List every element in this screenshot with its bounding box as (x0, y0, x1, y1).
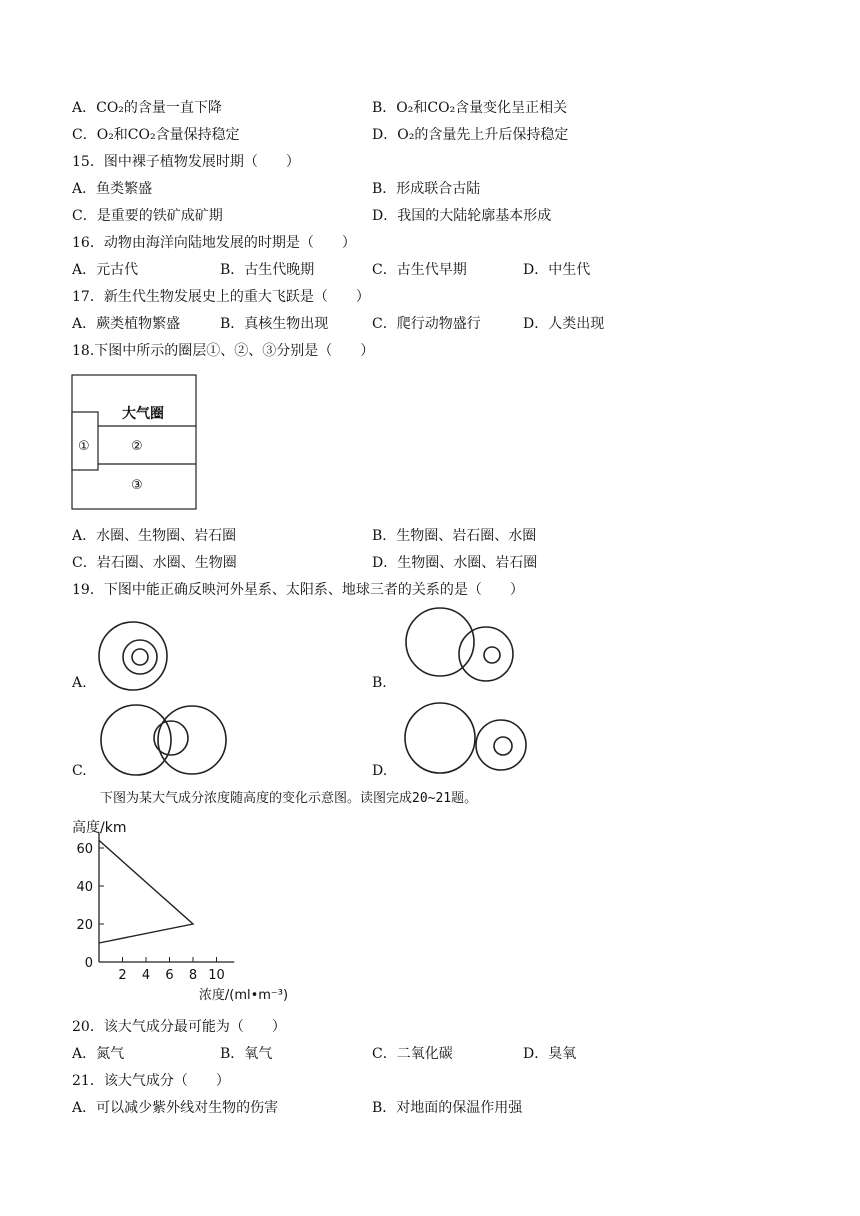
sphere-label-3: ③ (131, 478, 143, 493)
q18-sphere-figure (70, 372, 200, 512)
y-tick-label: 40 (76, 880, 93, 895)
q20-option-a: A．氮气 (72, 1046, 125, 1062)
q20-option-b: B．氧气 (220, 1046, 273, 1062)
q19-diagram-b (400, 604, 530, 684)
q17-option-d: D．人类出现 (523, 316, 605, 332)
q19-option-a: A. (72, 675, 87, 691)
sphere-label-2: ② (131, 439, 143, 454)
q19-diagram-a (94, 614, 174, 694)
atmosphere-label: 大气圈 (122, 406, 164, 422)
q20-option-c: C．二氧化碳 (372, 1046, 453, 1062)
q18-option-c: C．岩石圈、水圈、生物圈 (72, 555, 237, 571)
q15-option-b: B．形成联合古陆 (372, 181, 481, 197)
x-axis-label: 浓度/(ml•m⁻³) (198, 988, 289, 1003)
q16-option-c: C．古生代早期 (372, 262, 467, 278)
q14-option-b: B．O₂和CO₂含量变化呈正相关 (372, 100, 568, 116)
q21-option-a: A．可以减少紫外线对生物的伤害 (72, 1100, 279, 1116)
q19-option-d: D. (372, 763, 388, 779)
x-tick-label: 10 (208, 968, 225, 983)
q19-option-c: C. (72, 763, 87, 779)
q16-option-d: D．中生代 (523, 262, 591, 278)
q15-option-d: D．我国的大陆轮廓基本形成 (372, 208, 552, 224)
concentration-height-chart (66, 812, 376, 1008)
x-tick-label: 2 (118, 968, 127, 983)
q16-option-a: A．元古代 (72, 262, 139, 278)
q20-option-d: D．臭氧 (523, 1046, 577, 1062)
sphere-label-1: ① (78, 439, 90, 454)
q19-diagram-c (96, 700, 232, 780)
q19-diagram-d (400, 700, 530, 780)
q16-stem: 16．动物由海洋向陆地发展的时期是（ ） (72, 235, 356, 251)
q16-option-b: B．古生代晚期 (220, 262, 315, 278)
q14-option-a: A．CO₂的含量一直下降 (72, 100, 222, 116)
q17-option-c: C．爬行动物盛行 (372, 316, 481, 332)
q18-stem: 18.下图中所示的圈层①、②、③分别是（ ） (72, 343, 375, 359)
q18-option-a: A．水圈、生物圈、岩石圈 (72, 528, 237, 544)
q19-option-b: B. (372, 675, 387, 691)
y-tick-label: 60 (76, 842, 93, 857)
q17-stem: 17．新生代生物发展史上的重大飞跃是（ ） (72, 289, 370, 305)
y-tick-label: 0 (84, 956, 93, 971)
q19-stem: 19．下图中能正确反映河外星系、太阳系、地球三者的关系的是（ ） (72, 582, 524, 598)
q20-stem: 20．该大气成分最可能为（ ） (72, 1019, 286, 1035)
q18-option-d: D．生物圈、水圈、岩石圈 (372, 555, 538, 571)
series-line-1 (99, 840, 193, 943)
x-tick-label: 8 (188, 968, 198, 983)
q17-option-a: A．蕨类植物繁盛 (72, 316, 181, 332)
q14-option-c: C．O₂和CO₂含量保持稳定 (72, 127, 240, 143)
q21-option-b: B．对地面的保温作用强 (372, 1100, 523, 1116)
q15-option-c: C．是重要的铁矿成矿期 (72, 208, 223, 224)
q15-stem: 15．图中裸子植物发展时期（ ） (72, 154, 300, 170)
y-axis-label: 高度/km (72, 820, 127, 836)
x-tick-label: 4 (141, 968, 151, 983)
q14-option-d: D．O₂的含量先上升后保持稳定 (372, 127, 569, 143)
x-tick-label: 6 (165, 968, 174, 983)
intro-20-21: 下图为某大气成分浓度随高度的变化示意图。读图完成20~21题。 (100, 791, 478, 806)
q15-option-a: A．鱼类繁盛 (72, 181, 153, 197)
q18-option-b: B．生物圈、岩石圈、水圈 (372, 528, 537, 544)
y-tick-label: 20 (76, 918, 93, 933)
q21-stem: 21．该大气成分（ ） (72, 1073, 230, 1089)
q17-option-b: B．真核生物出现 (220, 316, 329, 332)
